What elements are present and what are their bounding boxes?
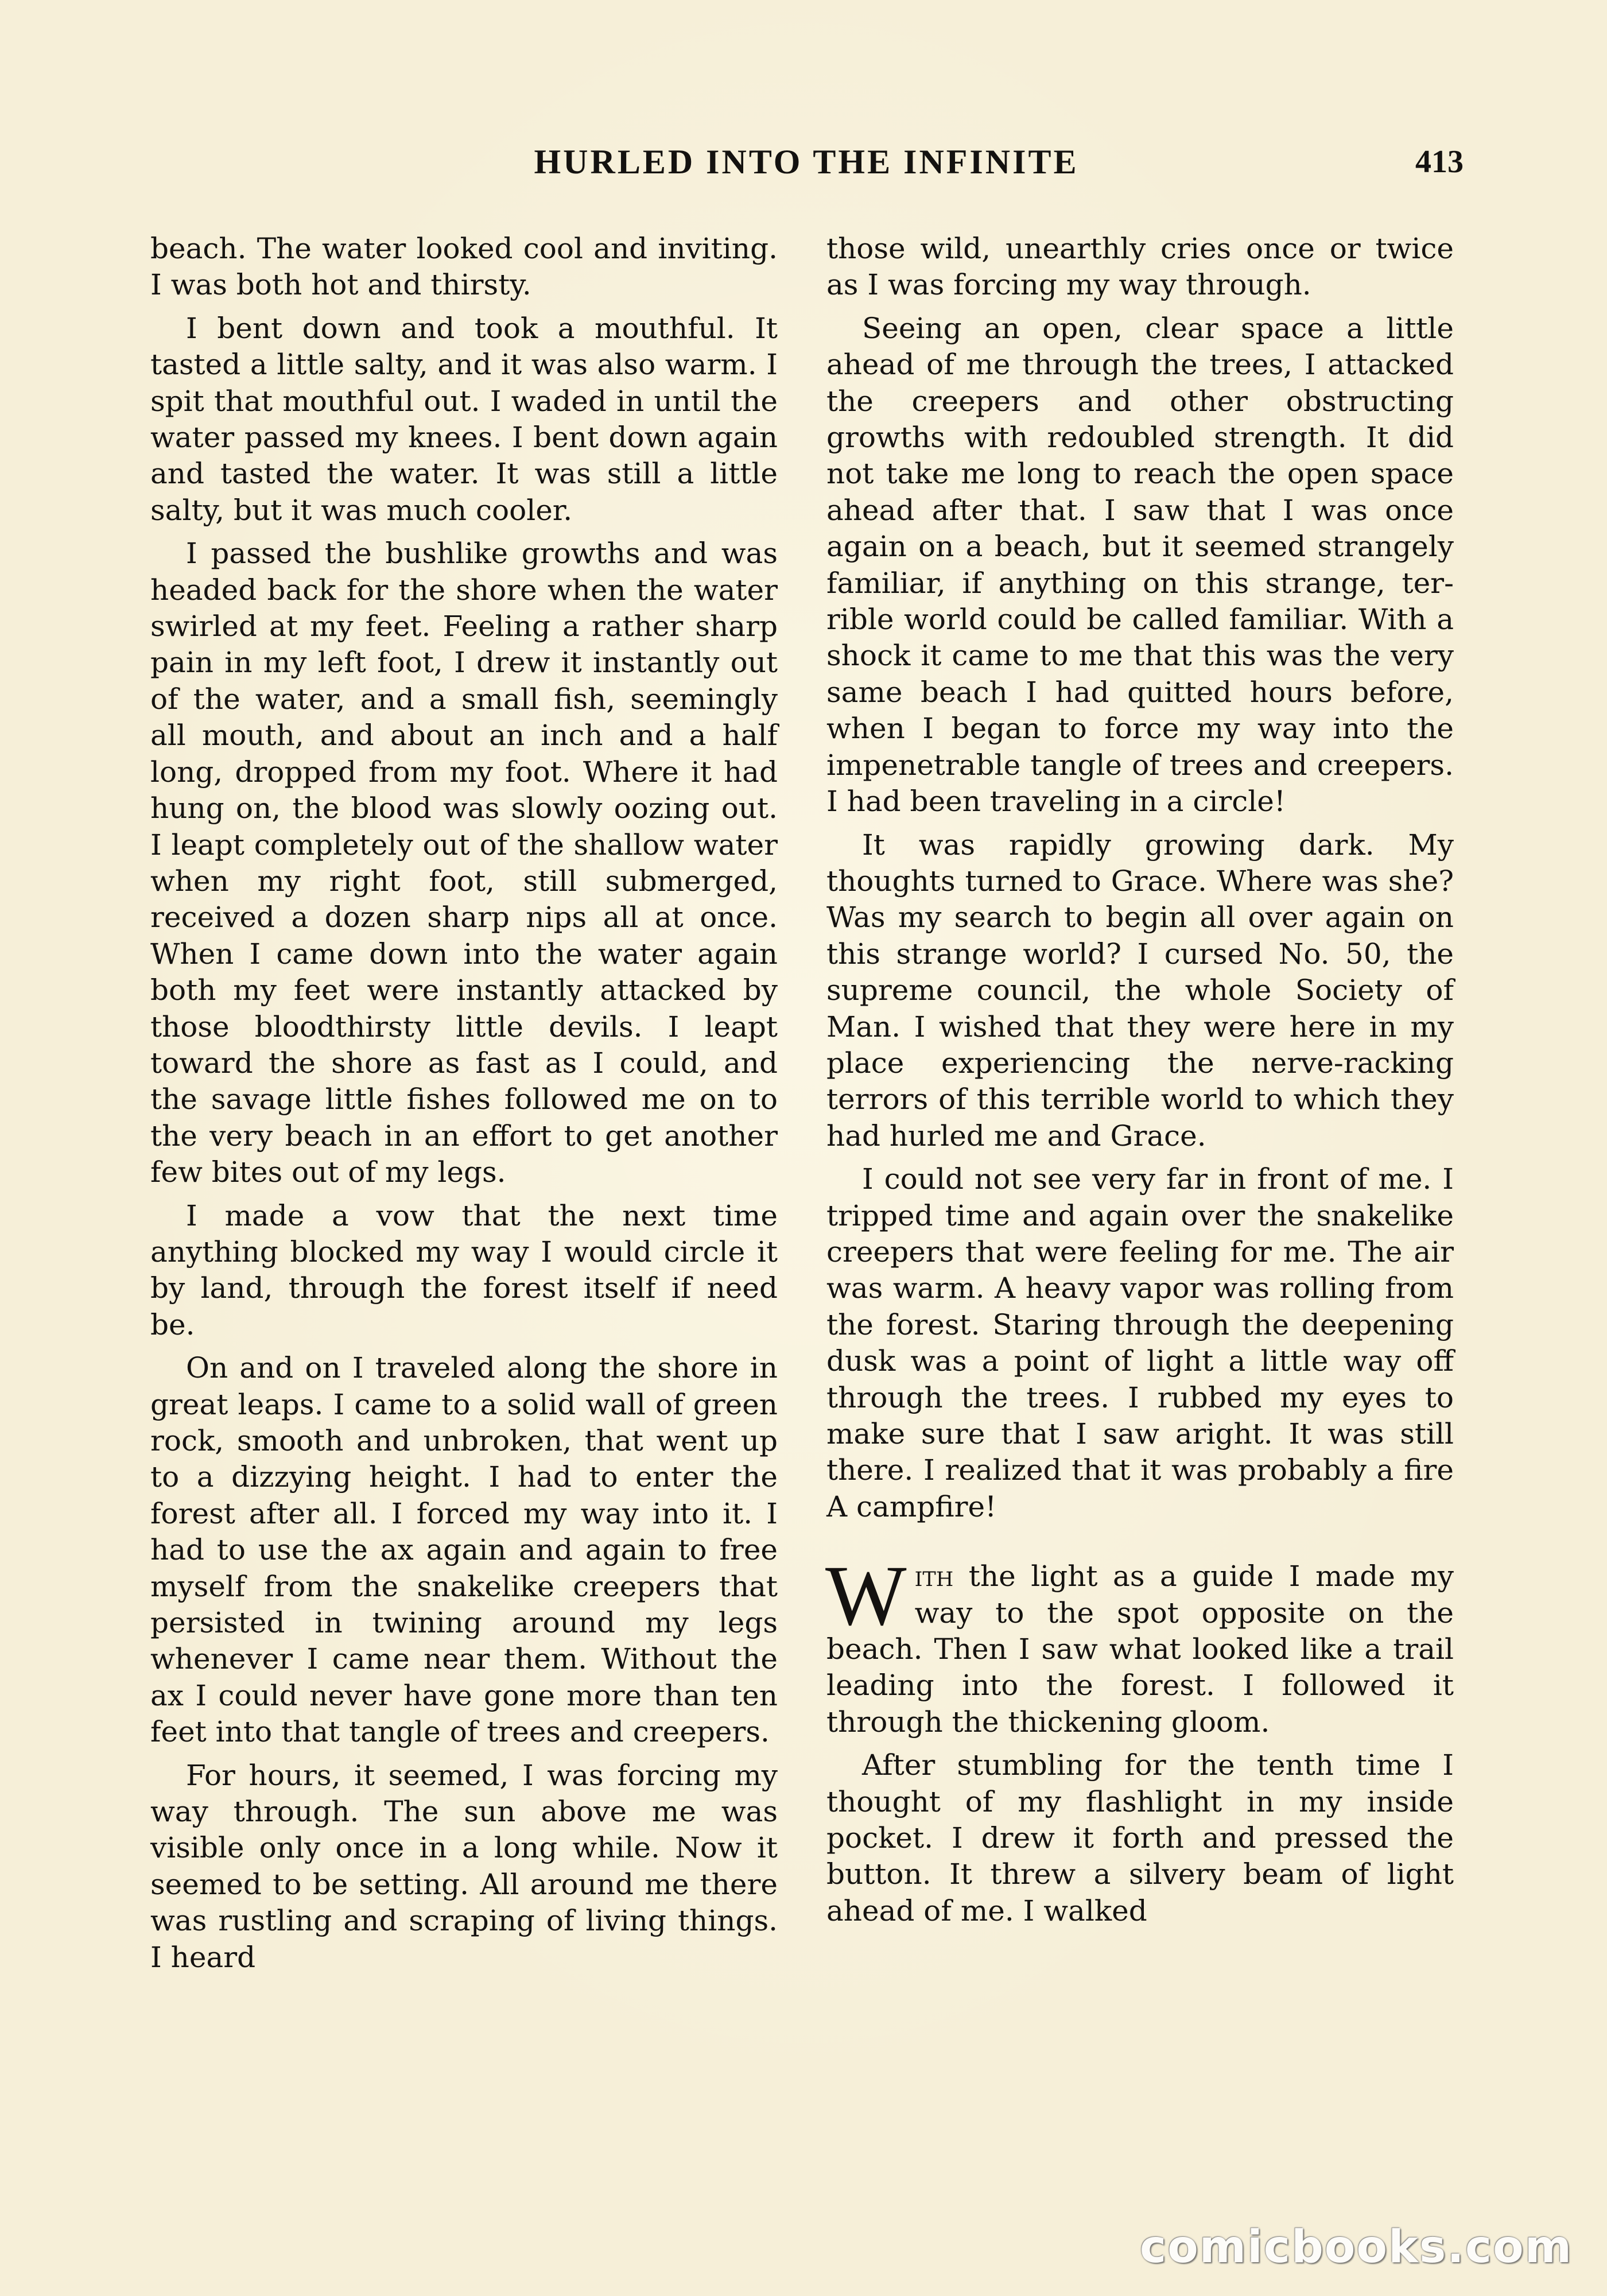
paragraph: On and on I traveled along the shore in great leaps. I came to a solid wall of green rock, smooth and unbroken, that went up to a dizzying height. I had to enter the forest after all. I forced my way into it. I had to use the ax again and again to free myself from the snakelike creepers that persisted in twining around my legs whenever I came near them. Without the ax I could never have gone more than ten feet into that tangle of trees and creepers. — [150, 1351, 778, 1749]
paragraph: beach. The water looked cool and inviting. I was both hot and thirsty. — [150, 232, 778, 302]
page-number: 413 — [1415, 144, 1464, 180]
paragraph: It was rapidly growing dark. My thoughts turned to Grace. Where was she? Was my search to begin all over again on this strange world? I cursed No. 50, the supreme council, the whole Society of Man. I wished that they were here in my place experiencing the nerve-racking terrors of this terrible world to which they had hurled me and Grace. — [826, 828, 1454, 1153]
paragraph: those wild, unearthly cries once or twice as I was forcing my way through. — [826, 232, 1454, 302]
paragraph: I bent down and took a mouthful. It tasted a little salty, and it was also warm. I spit that mouthful out. I waded in until the water passed my knees. I bent down again and tasted the water. It was still a little salty, but it was much cooler. — [150, 311, 778, 527]
paragraph: After stumbling for the tenth time I thought of my flashlight in my inside pocket. I drew it forth and pressed the button. It threw a silvery beam of light ahead of me. I walked — [826, 1748, 1454, 1927]
paragraph-text: the light as a guide I made my way to the spot opposite on the beach. Then I saw what looked like a trail leading into the forest. I followed it through the thickening gloom. — [826, 1560, 1454, 1739]
paragraph: I passed the bushlike growths and was headed back for the shore when the water swirled at my feet. Feeling a rather sharp pain in my left foot, I drew it instantly out of the water, and a small fish, seemingly all mouth, and about an inch and a half long, dropped from my foot. Where it had hung on, the blood was slowly oozing out. I leapt completely out of the shallow water when my right foot, still submerged, received a dozen sharp nips all at once. When I came down into the water again both my feet were instantly attacked by those bloodthirsty little devils. I leapt toward the shore as fast as I could, and the savage little fishes followed me on to the very beach in an effort to get another few bites out of my legs. — [150, 537, 778, 1189]
left-column — [150, 231, 778, 1983]
paragraph: I could not see very far in front of me. I tripped time and again over the snakelike creepers that were feeling for me. The air was warm. A heavy vapor was rolling from the forest. Staring through the deepening dusk was a point of light a little way off through the trees. I rubbed my eyes to make sure that I saw aright. It was still there. I realized that it was probably a fire A campfire! — [826, 1162, 1454, 1523]
right-column — [826, 231, 1454, 1936]
section-start-paragraph — [825, 1548, 1454, 1740]
small-caps-lead: ith — [914, 1560, 954, 1593]
paragraph: For hours, it seemed, I was forcing my way through. The sun above me was visible only once in a long while. Now it seemed to be setting. All around me there was rustling and scraping of living things. I heard — [150, 1758, 778, 1974]
paragraph: I made a vow that the next time anything blocked my way I would circle it by land, through the forest itself if need be. — [150, 1199, 778, 1341]
site-watermark: comicbooks.com — [1139, 2221, 1573, 2273]
page-header — [149, 142, 1464, 194]
paragraph: Seeing an open, clear space a little ahead of me through the trees, I attacked the creepers and other obstructing growths with redoubled strength. It did not take me long to reach the open space ahead after that. I saw that I was once again on a beach, but it seemed strangely familiar, if anything on this strange, terrible world could be called familiar. With a shock it came to me that this was the very same beach I had quitted hours before, when I began to force my way into the impenetrable tangle of trees and creepers. I had been traveling in a circle! — [826, 311, 1454, 819]
drop-cap: W — [825, 1548, 907, 1644]
running-head: HURLED INTO THE INFINITE — [534, 143, 1079, 181]
